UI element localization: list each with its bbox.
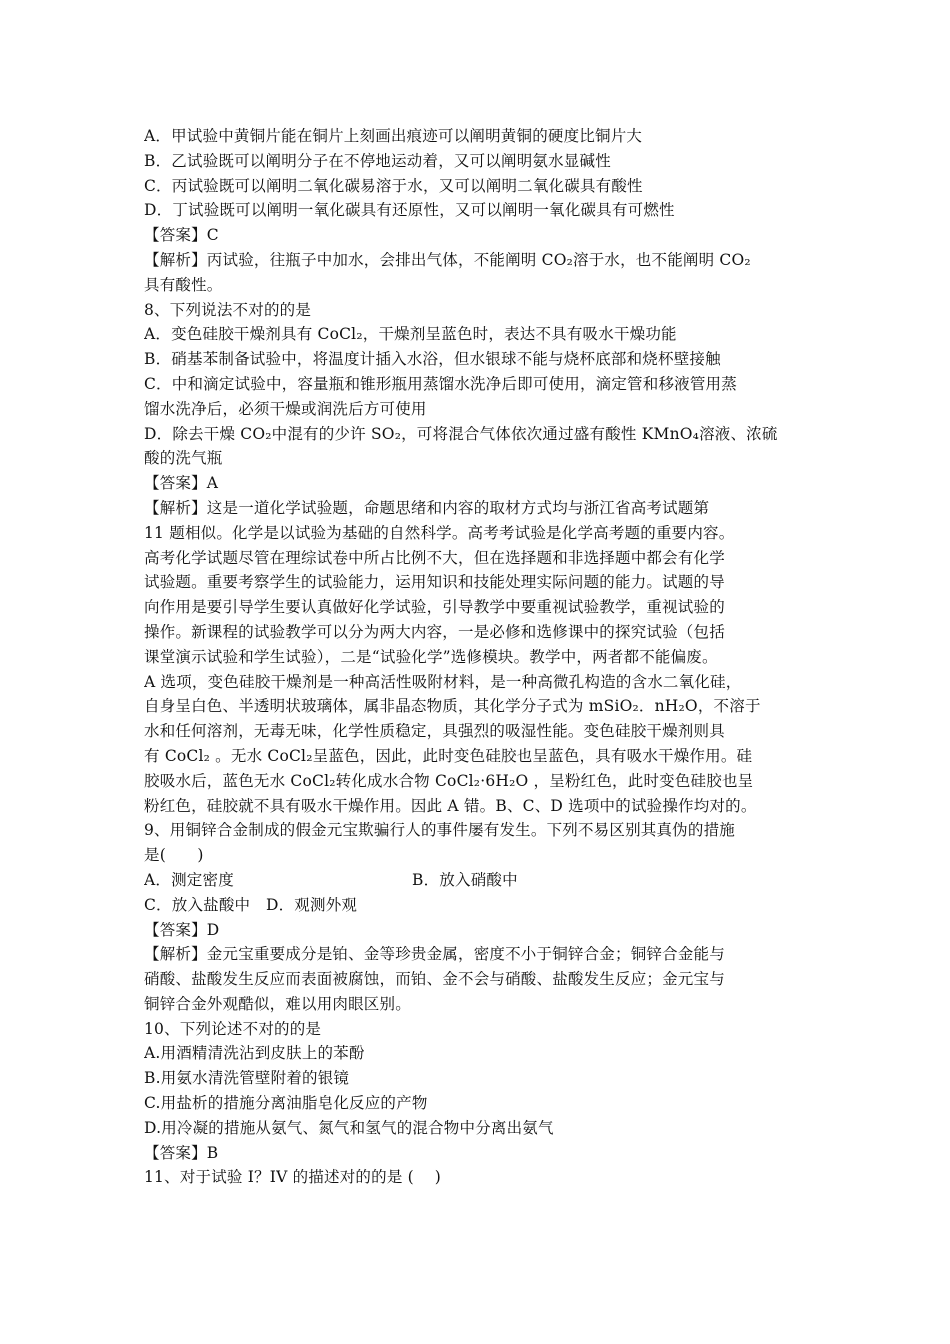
options-row: C．放入盐酸中 D．观测外观 <box>144 895 358 914</box>
text-line: A．甲试验中黄铜片能在铜片上刻画出痕迹可以阐明黄铜的硬度比铜片大 <box>144 127 643 145</box>
option-line: D．除去干燥 CO₂中混有的少许 SO₂，可将混合气体依次通过盛有酸性 KMnO₄溶液、浓硫 <box>144 424 778 443</box>
option-line: C.用盐析的措施分离油脂皂化反应的产物 <box>144 1094 428 1113</box>
text-line: D．丁试验既可以阐明一氧化碳具有还原性，又可以阐明一氧化碳具有可燃性 <box>144 201 675 220</box>
option-a: A．测定密度 <box>144 870 234 889</box>
explanation-line: 11 题相似。化学是以试验为基础的自然科学。高考考试验是化学高考题的重要内容。 <box>144 523 735 542</box>
explanation-line: 自身呈白色、半透明状玻璃体，属非晶态物质，其化学分子式为 mSiO₂．nH₂O，不溶于 <box>144 697 761 716</box>
question-title: 9、用铜锌合金制成的假金元宝欺骗行人的事件屡有发生。下列不易区别其真伪的措施 <box>144 821 735 840</box>
explanation-line: A 选项，变色硅胶干燥剂是一种高活性吸附材料，是一种高微孔构造的含水二氧化硅， <box>144 672 742 691</box>
text-line: C．丙试验既可以阐明二氧化碳易溶于水，又可以阐明二氧化碳具有酸性 <box>144 176 643 195</box>
option-line: C．中和滴定试验中，容量瓶和锥形瓶用蒸馏水洗净后即可使用，滴定管和移液管用蒸 <box>144 374 737 393</box>
explanation-line: 水和任何溶剂，无毒无味，化学性质稳定，具强烈的吸湿性能。变色硅胶干燥剂则具 <box>144 722 725 741</box>
question-title: 8、下列说法不对的的是 <box>144 300 312 319</box>
document-body <box>144 124 816 1190</box>
explanation-line: 具有酸性。 <box>144 275 223 294</box>
question-title: 是( ) <box>144 846 204 865</box>
option-line: 馏水洗净后，必须干燥或润洗后方可使用 <box>144 399 427 418</box>
explanation-line: 【解析】金元宝重要成分是铂、金等珍贵金属，密度不小于铜锌合金；铜锌合金能与 <box>144 945 725 964</box>
answer-line: 【答案】A <box>144 474 219 493</box>
answer-line: 【答案】D <box>144 920 220 939</box>
explanation-line: 有 CoCl₂ 。无水 CoCl₂呈蓝色，因此，此时变色硅胶也呈蓝色，具有吸水干燥作用。硅 <box>144 746 753 765</box>
option-line: A．变色硅胶干燥剂具有 CoCl₂，干燥剂呈蓝色时，表达不具有吸水干燥功能 <box>144 325 677 344</box>
option-b: B．放入硝酸中 <box>412 870 518 889</box>
explanation-line: 【解析】丙试验，往瓶子中加水，会排出气体，不能阐明 CO₂溶于水，也不能阐明 CO₂ <box>144 250 751 269</box>
explanation-line: 高考化学试题尽管在理综试卷中所占比例不大，但在选择题和非选择题中都会有化学 <box>144 548 725 567</box>
explanation-line: 硝酸、盐酸发生反应而表面被腐蚀，而铂、金不会与硝酸、盐酸发生反应；金元宝与 <box>144 970 725 989</box>
answer-line: 【答案】B <box>144 1143 219 1162</box>
explanation-line: 【解析】这是一道化学试验题，命题思绪和内容的取材方式均与浙江省高考试题第 <box>144 498 710 517</box>
explanation-line: 课堂演示试验和学生试验），二是“试验化学”选修模块。教学中，两者都不能偏废。 <box>144 647 718 666</box>
question-title: 11、对于试验 I？IV 的描述对的的是 ( ) <box>144 1168 441 1187</box>
explanation-line: 粉红色，硅胶就不具有吸水干燥作用。因此 A 错。B、C、D 选项中的试验操作均对的。 <box>144 796 757 815</box>
answer-line: 【答案】C <box>144 226 219 245</box>
explanation-line: 铜锌合金外观酷似，难以用肉眼区别。 <box>144 994 411 1013</box>
explanation-line: 向作用是要引导学生要认真做好化学试验，引导教学中要重视试验教学，重视试验的 <box>144 598 725 617</box>
option-line: B．硝基苯制备试验中，将温度计插入水浴，但水银球不能与烧杯底部和烧杯壁接触 <box>144 350 721 369</box>
explanation-line: 胶吸水后，蓝色无水 CoCl₂转化成水合物 CoCl₂·6H₂O ，呈粉红色，此时变色硅胶也呈 <box>144 771 754 790</box>
option-line: A.用酒精清洗沾到皮肤上的苯酚 <box>144 1044 365 1063</box>
explanation-line: 试验题。重要考察学生的试验能力，运用知识和技能处理实际问题的能力。试题的导 <box>144 573 725 592</box>
option-line: 酸的洗气瓶 <box>144 449 223 468</box>
options-row <box>144 868 816 893</box>
option-line: B.用氨水清洗管壁附着的银镜 <box>144 1069 350 1088</box>
question-title: 10、下列论述不对的的是 <box>144 1019 322 1038</box>
text-line: B．乙试验既可以阐明分子在不停地运动着，又可以阐明氨水显碱性 <box>144 151 611 170</box>
explanation-line: 操作。新课程的试验教学可以分为两大内容，一是必修和选修课中的探究试验（包括 <box>144 622 725 641</box>
option-line: D.用冷凝的措施从氨气、氮气和氢气的混合物中分离出氨气 <box>144 1118 554 1137</box>
